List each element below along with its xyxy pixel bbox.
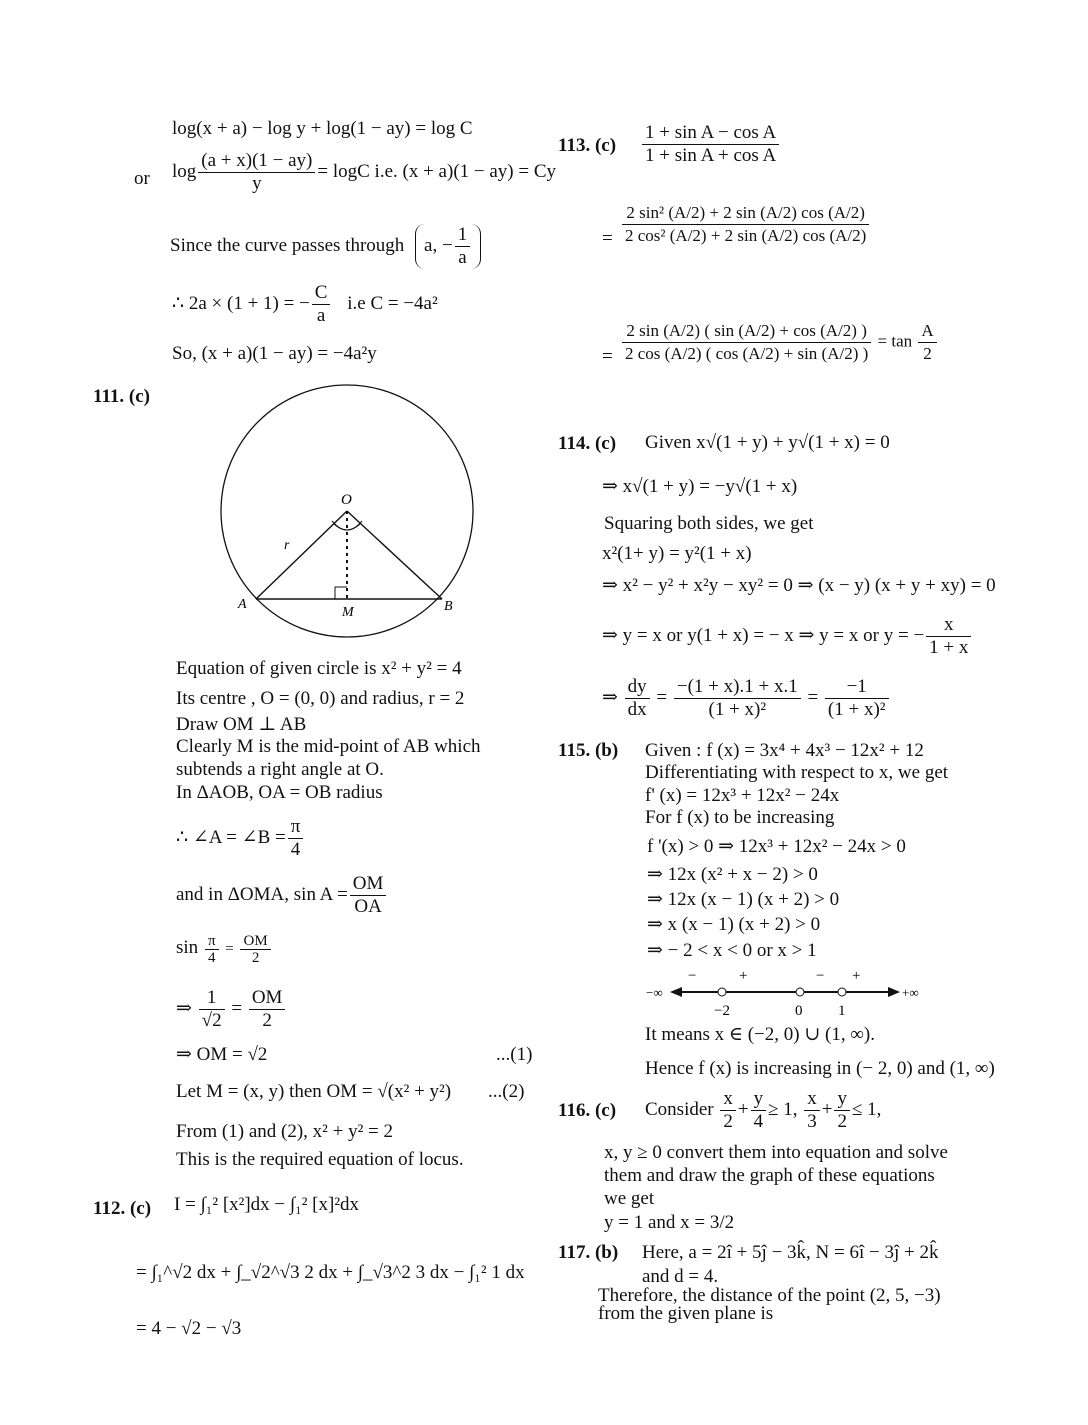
eq-ref-1: ...(1) xyxy=(496,1044,533,1065)
eq-result-curve: So, (x + a)(1 − ay) = −4a²y xyxy=(172,343,377,364)
point-0 xyxy=(796,988,804,996)
point-paren: a, − $\frac{1}{a}$ xyxy=(415,224,481,269)
fraction: $\frac{(a + x)(1 - ay)}{y}$ xyxy=(198,150,315,195)
eq-log-sum: log(x + a) − log y + log(1 − ay) = log C xyxy=(172,118,473,139)
step-116-4: y = 1 and x = 3/2 xyxy=(604,1212,735,1233)
given-114: Given x√(1 + y) + y√(1 + x) = 0 xyxy=(645,432,890,453)
interval-result: It means x ∈ (−2, 0) ∪ (1, ∞). xyxy=(645,1024,875,1045)
question-114: 114. (c) xyxy=(558,433,617,454)
step-115-3: For f (x) to be increasing xyxy=(645,807,835,828)
label-m: M xyxy=(342,605,354,620)
integral-result: = 4 − √2 − √3 xyxy=(136,1318,242,1339)
radius-ob xyxy=(347,511,442,599)
step-114-4: ⇒ x² − y² + x²y − xy² = 0 ⇒ (x − y) (x + y + xy) = 0 xyxy=(602,575,996,596)
step-115-2: f' (x) = 12x³ + 12x² − 24x xyxy=(645,785,840,806)
step-115-4: f '(x) > 0 ⇒ 12x³ + 12x² − 24x > 0 xyxy=(647,836,906,857)
label-plus-inf: +∞ xyxy=(902,985,919,1000)
step-115-7: ⇒ x (x − 1) (x + 2) > 0 xyxy=(647,914,821,935)
sol-line-2: Its centre , O = (0, 0) and radius, r = 2 xyxy=(176,688,465,709)
label-one: 1 xyxy=(838,1003,846,1019)
inequalities-116: Consider $\frac{x}{2}$ + $\frac{y}{4}$ ≥ 1, $\frac{x}{3}$ + $\frac{y}{2}$ ≤ 1, xyxy=(645,1088,882,1132)
eq-sign-3: = xyxy=(602,346,613,367)
eq-ref-2: ...(2) xyxy=(488,1081,525,1102)
step-115-1: Differentiating with respect to x, we get xyxy=(645,762,949,783)
eq-sign-2: = xyxy=(602,228,613,249)
locus-conclusion: This is the required equation of locus. xyxy=(176,1149,464,1170)
log-label: log xyxy=(172,160,197,182)
step-116-1: x, y ≥ 0 convert them into equation and solve xyxy=(604,1142,948,1163)
curve-passes-through: Since the curve passes through a, − $\frac{1}{a}$ xyxy=(170,224,481,269)
right-arrow xyxy=(888,987,900,997)
sign-3: − xyxy=(816,968,825,984)
given-115: Given : f (x) = 3x⁴ + 4x³ − 12x² + 12 xyxy=(645,740,924,761)
label-a: A xyxy=(238,597,247,612)
step-114-2: Squaring both sides, we get xyxy=(604,513,814,534)
trig-fraction-2: $\frac{\text{2 sin² (A/2) + 2 sin (A/2) cos (A/2)}}{\text{2 cos² (A/2) + 2 sin (A/2) cos (A/2)}}$ xyxy=(620,202,871,247)
integral-def: I = ∫₁² [x²]dx − ∫₁² [x]²dx xyxy=(174,1194,360,1215)
question-112: 112. (c) xyxy=(93,1198,152,1219)
increasing-conclusion: Hence f (x) is increasing in (− 2, 0) and (1, ∞) xyxy=(645,1058,995,1079)
label-r: r xyxy=(284,538,290,553)
question-116: 116. (c) xyxy=(558,1100,617,1121)
integral-split: = ∫₁^√2 dx + ∫_√2^√3 2 dx + ∫_√3^2 3 dx − ∫₁² 1 dx xyxy=(136,1262,525,1283)
angles-equal: ∴ ∠A = ∠B = $\frac{\pi}{4}$ xyxy=(176,816,305,861)
point-minus-2 xyxy=(718,988,726,996)
step-115-8: ⇒ − 2 < x < 0 or x > 1 xyxy=(647,940,817,961)
sign-2: + xyxy=(739,968,748,984)
om-distance: Let M = (x, y) then OM = √(x² + y²) xyxy=(176,1081,452,1102)
question-117: 117. (b) xyxy=(558,1242,619,1263)
point-1 xyxy=(838,988,846,996)
sign-4: + xyxy=(852,968,861,984)
eq-log-fraction: log $\frac{(a + x)(1 - ay)}{y}$ = logC i.e. (x + a)(1 − ay) = Cy xyxy=(172,150,557,194)
number-line xyxy=(642,962,932,1022)
circle-figure xyxy=(216,378,486,648)
om-value: ⇒ OM = √2 xyxy=(176,1044,268,1065)
one-over-root2: ⇒ $\frac{1}{√2}$ = $\frac{OM}{2}$ xyxy=(176,987,287,1032)
sin-pi-4: sin $\frac{\pi}{4}$ = $\frac{OM}{2}$ xyxy=(176,933,273,966)
given-117: Here, a = 2î + 5ĵ − 3k̂, N = 6î − 3ĵ + 2k̂ xyxy=(642,1242,939,1263)
step-116-2: them and draw the graph of these equations xyxy=(604,1165,935,1186)
step-116-3: we get xyxy=(604,1188,655,1209)
trig-fraction-3: $\frac{2 \sin (A/2) ( \sin (A/2) + \cos (A/2) )}{2 \cos (A/2) ( \cos (A/2) + \sin (A/2) )}$ = tan $\frac{A}{2}$ xyxy=(620,320,939,365)
step-114-1: ⇒ x√(1 + y) = −y√(1 + x) xyxy=(602,476,798,497)
sol-line-3: Draw OM ⊥ AB xyxy=(176,714,307,735)
question-111: 111. (c) xyxy=(93,386,150,407)
label-zero: 0 xyxy=(795,1003,803,1019)
step-114-3: x²(1+ y) = y²(1 + x) xyxy=(602,543,752,564)
step-114-5: ⇒ y = x or y(1 + x) = − x ⇒ y = x or y = − $\frac{x}{1 + x}$ xyxy=(602,614,973,659)
label-b: B xyxy=(444,599,453,614)
derivative-114: ⇒ $\frac{dy}{dx}$ = $\frac{-(1 + x).1 + x.1}{\text{(1 + x)²}}$ = $\frac{-1}{\text{(1 + x)²}}$ xyxy=(602,676,891,721)
left-arrow xyxy=(670,987,682,997)
label-minus-inf: −∞ xyxy=(646,985,663,1000)
sol-line-6: In ΔAOB, OA = OB radius xyxy=(176,782,383,803)
label-o: O xyxy=(341,492,352,508)
sign-1: − xyxy=(688,968,697,984)
trig-fraction-1: $\frac{\text{1 + sin A − cos A}}{\text{1 + sin A + cos A}}$ xyxy=(640,122,781,167)
or-label: or xyxy=(134,168,150,189)
step-117-3: from the given plane is xyxy=(598,1303,774,1324)
eq-find-c: ∴ 2a × (1 + 1) = − $\frac{C}{a}$ i.e C = −4a² xyxy=(172,282,438,326)
question-115: 115. (b) xyxy=(558,740,619,761)
step-117-2: Therefore, the distance of the point (2, 5, −3) xyxy=(598,1285,941,1306)
step-115-6: ⇒ 12x (x − 1) (x + 2) > 0 xyxy=(647,889,840,910)
step-117-1: and d = 4. xyxy=(642,1266,719,1287)
sol-line-1: Equation of given circle is x² + y² = 4 xyxy=(176,658,462,679)
sin-a-ratio: and in ΔOMA, sin A = $\frac{OM}{OA}$ xyxy=(176,873,388,918)
sol-line-5: subtends a right angle at O. xyxy=(176,759,384,780)
label-minus-2: −2 xyxy=(714,1003,730,1019)
right-angle-mark xyxy=(335,587,347,599)
locus-equation: From (1) and (2), x² + y² = 2 xyxy=(176,1121,393,1142)
radius-oa xyxy=(256,511,347,599)
step-115-5: ⇒ 12x (x² + x − 2) > 0 xyxy=(647,864,818,885)
question-113: 113. (c) xyxy=(558,135,617,156)
sol-line-4: Clearly M is the mid-point of AB which xyxy=(176,736,481,757)
